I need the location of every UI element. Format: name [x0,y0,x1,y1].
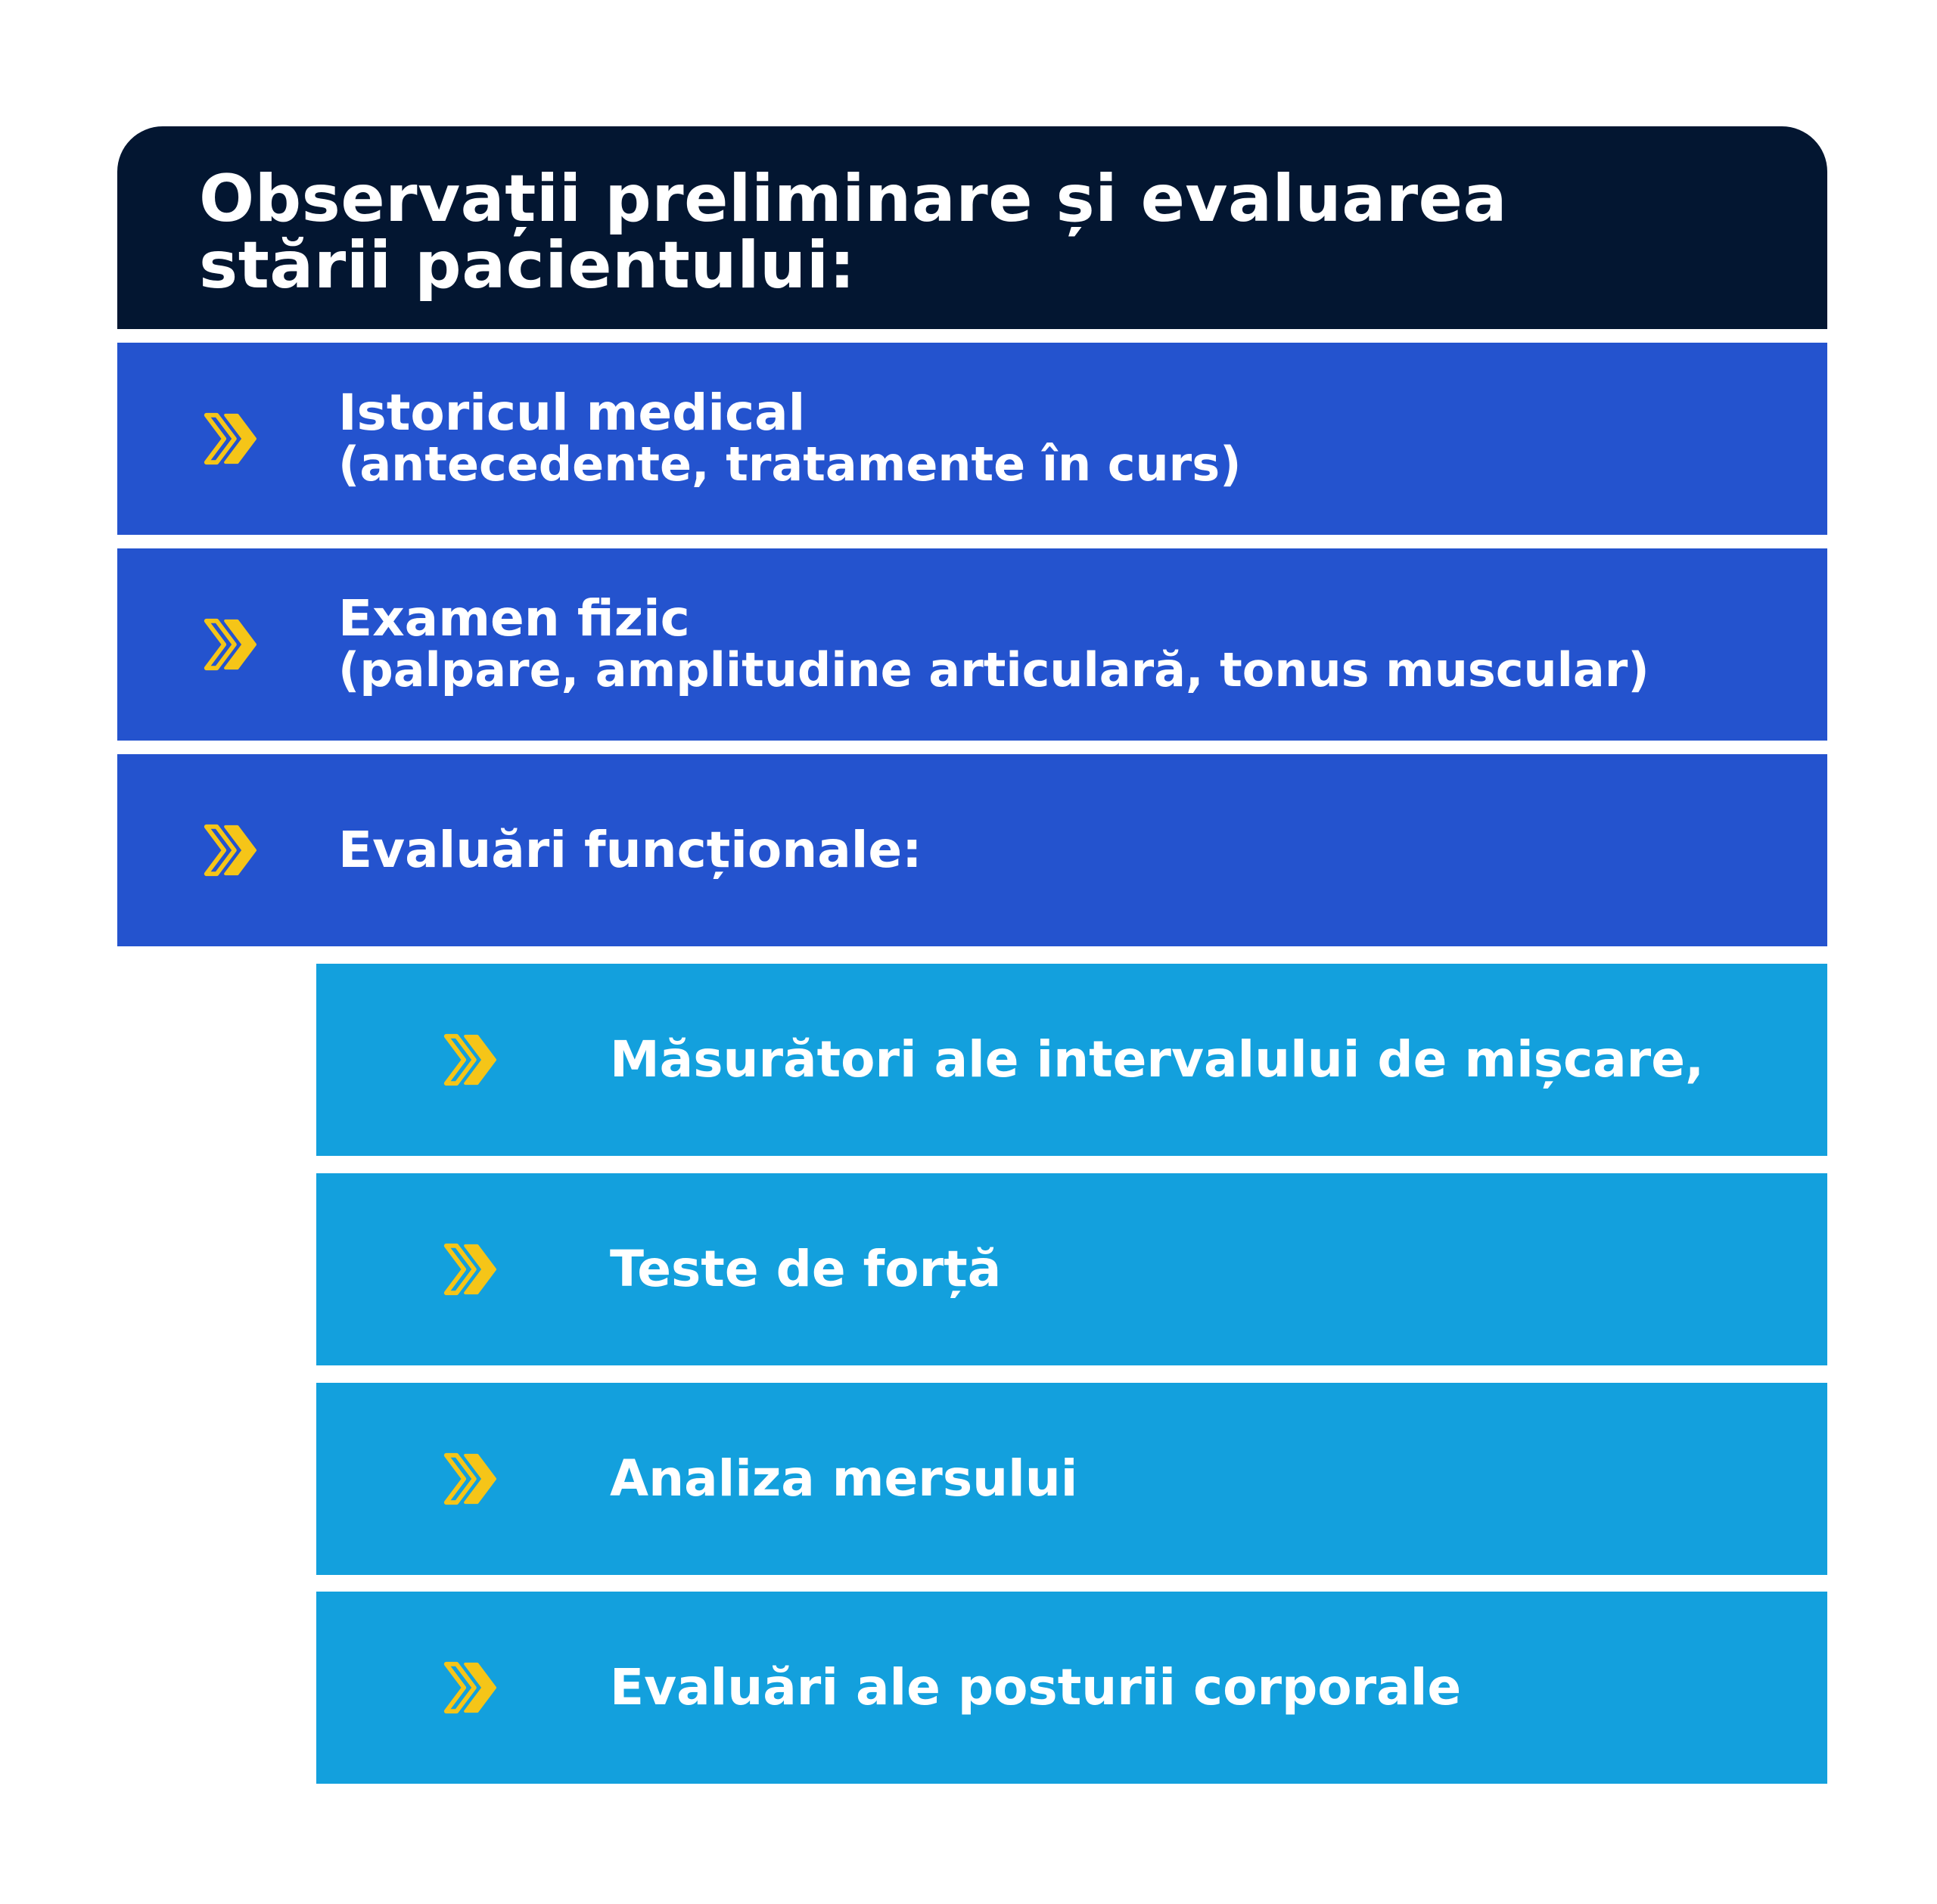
card-header [117,126,1827,329]
sub-item-label: Evaluări ale posturii corporale [610,1658,1462,1716]
sub-item-label: Analiza mersului [610,1449,1078,1508]
sub-item-label: Măsurători ale intervalului de mișcare, [610,1030,1705,1089]
sub-item-range-of-motion [316,964,1827,1156]
list-item-detail: (palpare, amplitudine articulară, tonus muscular) [338,642,1649,697]
sub-item-label: Teste de forță [610,1240,1002,1298]
list-item-text [338,589,1649,697]
list-item-physical-exam [117,548,1827,741]
list-item-functional-evaluations [117,754,1827,946]
list-item-title: Evaluări funcționale: [338,821,922,879]
list-item-medical-history [117,343,1827,535]
double-chevron-right-icon [199,821,258,880]
double-chevron-right-icon [199,409,258,468]
double-chevron-right-icon [439,1030,498,1089]
list-item-detail: (antecedente, tratamente în curs) [338,436,1242,492]
sub-item-posture-evaluation [316,1592,1827,1784]
double-chevron-right-icon [439,1240,498,1299]
sub-item-gait-analysis [316,1383,1827,1575]
list-item-title: Examen fizic [338,589,690,648]
card-title: Observații preliminare și evaluarea stării pacientului: [199,161,1508,303]
double-chevron-right-icon [439,1449,498,1508]
list-item-title: Istoricul medical [338,384,806,442]
double-chevron-right-icon [439,1658,498,1717]
list-item-text [338,384,1242,492]
double-chevron-right-icon [199,615,258,674]
sub-item-strength-tests [316,1173,1827,1365]
